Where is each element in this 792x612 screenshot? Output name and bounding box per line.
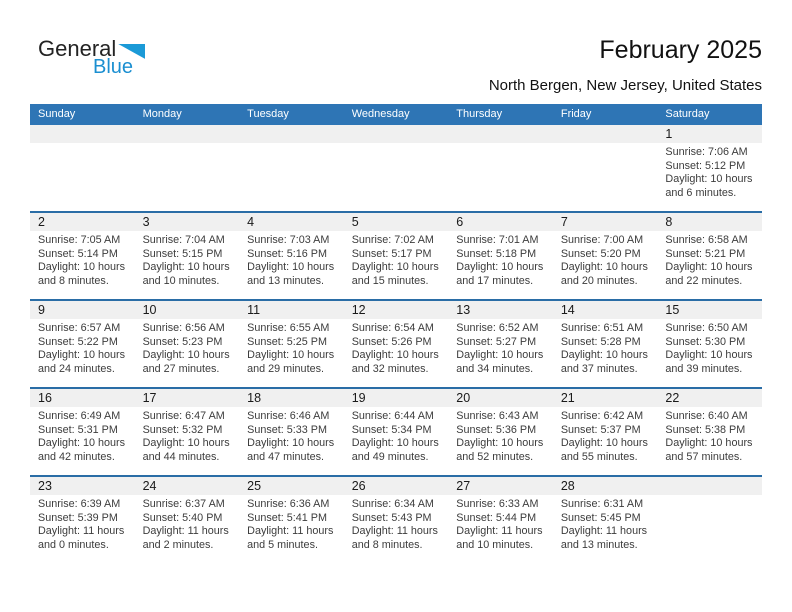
day-info-line: Daylight: 11 hours <box>456 525 543 538</box>
day-info-line: Daylight: 11 hours <box>142 525 229 538</box>
title-block <box>489 36 762 94</box>
day-cell <box>448 231 553 299</box>
calendar-week-row <box>30 475 762 563</box>
day-info-line: and 20 minutes. <box>560 274 638 287</box>
day-info-line: Daylight: 11 hours <box>38 525 125 538</box>
day-cell <box>239 407 344 475</box>
day-info-line: Sunset: 5:33 PM <box>247 423 327 436</box>
day-info-line: and 44 minutes. <box>142 450 220 463</box>
day-cell <box>657 407 762 475</box>
day-number <box>239 125 344 143</box>
day-cell <box>448 407 553 475</box>
day-cell <box>657 319 762 387</box>
day-info-line: and 47 minutes. <box>247 450 324 463</box>
day-info-line: Sunset: 5:12 PM <box>665 159 746 172</box>
day-number: 4 <box>247 215 255 229</box>
day-info-line: and 13 minutes. <box>560 538 638 551</box>
day-info-line: Sunset: 5:16 PM <box>247 247 327 260</box>
day-cell <box>448 319 553 387</box>
day-info-line: and 13 minutes. <box>247 274 324 287</box>
day-number: 11 <box>247 303 261 317</box>
day-cell <box>344 495 449 563</box>
day-info-line: Sunrise: 6:58 AM <box>665 234 748 246</box>
day-cell <box>553 407 658 475</box>
day-info-line: Sunset: 5:21 PM <box>665 247 746 260</box>
day-number: 18 <box>247 391 262 405</box>
day-info-line: and 5 minutes. <box>247 538 318 551</box>
day-cell <box>239 319 344 387</box>
day-info-line: Sunrise: 6:37 AM <box>142 498 225 510</box>
day-info-line: Sunset: 5:28 PM <box>560 335 641 348</box>
day-number: 12 <box>351 303 366 317</box>
day-info-line: Sunset: 5:32 PM <box>142 423 223 436</box>
day-cell <box>553 319 658 387</box>
day-number: 21 <box>560 391 575 405</box>
day-info-line: Sunset: 5:22 PM <box>38 335 118 348</box>
day-info-line: and 57 minutes. <box>665 450 743 463</box>
day-info-line: Sunset: 5:26 PM <box>351 335 432 348</box>
day-cell <box>344 319 449 387</box>
day-info-line: Sunrise: 6:42 AM <box>560 410 644 422</box>
day-info-line: Sunrise: 7:05 AM <box>38 234 121 246</box>
day-number: 24 <box>142 479 157 493</box>
day-number: 23 <box>38 479 52 493</box>
empty-day-cell <box>30 143 135 211</box>
day-number: 20 <box>456 391 471 405</box>
day-info-line: Sunset: 5:23 PM <box>142 335 223 348</box>
day-info-line: Daylight: 10 hours <box>560 261 648 274</box>
day-info-line: Sunrise: 6:55 AM <box>247 322 330 334</box>
day-number: 26 <box>351 479 366 493</box>
day-info-line: Sunrise: 6:34 AM <box>351 498 434 510</box>
day-info-line: Daylight: 10 hours <box>456 261 544 274</box>
day-number: 2 <box>38 215 45 229</box>
day-info-line: and 17 minutes. <box>456 274 534 287</box>
day-info-line: and 42 minutes. <box>38 450 115 463</box>
day-info-line: Sunrise: 6:50 AM <box>665 322 748 334</box>
day-number: 7 <box>560 215 568 229</box>
day-number: 19 <box>351 391 366 405</box>
day-info-line: Sunset: 5:14 PM <box>38 247 118 260</box>
empty-day-cell <box>553 143 658 211</box>
day-info-line: Daylight: 10 hours <box>665 437 753 450</box>
day-number: 17 <box>142 391 157 405</box>
day-number: 13 <box>456 303 471 317</box>
day-info-line: Sunset: 5:39 PM <box>38 511 118 524</box>
day-info-line: and 24 minutes. <box>38 362 115 375</box>
day-info-line: and 8 minutes. <box>351 538 423 551</box>
day-number: 8 <box>665 215 673 229</box>
day-info-line: Sunrise: 6:51 AM <box>560 322 644 334</box>
day-info-line: Daylight: 11 hours <box>351 525 438 538</box>
day-info-line: Sunrise: 6:44 AM <box>351 410 434 422</box>
day-info-line: Sunrise: 7:06 AM <box>665 146 748 158</box>
day-info-line: Daylight: 10 hours <box>351 261 439 274</box>
day-info-line: Sunrise: 6:36 AM <box>247 498 330 510</box>
day-number <box>448 125 553 143</box>
day-info-line: Daylight: 10 hours <box>560 349 648 362</box>
day-info-line: and 8 minutes. <box>38 274 109 287</box>
day-info-line: Sunset: 5:30 PM <box>665 335 746 348</box>
day-cell <box>135 407 240 475</box>
weekday-header-wednesday: Wednesday <box>351 108 410 120</box>
day-cell <box>135 495 240 563</box>
page-subtitle: North Bergen, New Jersey, United States <box>488 77 762 94</box>
day-cell <box>135 231 240 299</box>
day-info-line: Daylight: 10 hours <box>665 349 753 362</box>
day-info-line: Sunset: 5:41 PM <box>247 511 327 524</box>
page-title: February 2025 <box>599 36 762 64</box>
day-number: 16 <box>38 391 52 405</box>
weekday-header-tuesday: Tuesday <box>247 108 289 120</box>
day-info-line: and 22 minutes. <box>665 274 743 287</box>
weekday-header-row <box>30 104 762 125</box>
day-number: 14 <box>560 303 575 317</box>
day-info-line: Sunrise: 6:40 AM <box>665 410 748 422</box>
day-info-line: Sunset: 5:31 PM <box>38 423 118 436</box>
day-info-line: Sunrise: 6:43 AM <box>456 410 539 422</box>
day-info-line: Sunrise: 7:01 AM <box>456 234 539 246</box>
day-number <box>657 477 762 495</box>
day-info-line: Daylight: 11 hours <box>247 525 334 538</box>
day-info-line: and 34 minutes. <box>456 362 534 375</box>
day-info-line: and 49 minutes. <box>351 450 429 463</box>
empty-day-cell <box>657 495 762 563</box>
logo-text-blue: Blue <box>93 56 134 78</box>
day-info-line: Daylight: 10 hours <box>665 173 753 186</box>
day-info-line: Sunrise: 6:33 AM <box>456 498 539 510</box>
weekday-header-sunday: Sunday <box>38 108 76 120</box>
day-number <box>30 125 135 143</box>
day-info-line: Sunrise: 6:47 AM <box>142 410 225 422</box>
day-info-line: and 15 minutes. <box>351 274 429 287</box>
day-info-line: and 32 minutes. <box>351 362 429 375</box>
day-cell <box>344 231 449 299</box>
day-info-line: and 52 minutes. <box>456 450 534 463</box>
day-info-line: Sunset: 5:25 PM <box>247 335 327 348</box>
day-info-line: Daylight: 10 hours <box>456 437 544 450</box>
day-info-line: Sunset: 5:40 PM <box>142 511 223 524</box>
day-info-line: Sunrise: 7:02 AM <box>351 234 434 246</box>
day-number: 9 <box>38 303 45 317</box>
day-info-line: and 2 minutes. <box>142 538 214 551</box>
day-info-line: Daylight: 10 hours <box>38 349 126 362</box>
day-number: 25 <box>247 479 262 493</box>
empty-day-cell <box>448 143 553 211</box>
day-info-line: Sunrise: 7:00 AM <box>560 234 644 246</box>
day-info-line: Daylight: 10 hours <box>351 349 439 362</box>
day-cell <box>30 231 135 299</box>
weekday-header-monday: Monday <box>142 108 182 120</box>
day-info-line: Sunset: 5:17 PM <box>351 247 432 260</box>
day-info-line: Daylight: 10 hours <box>351 437 439 450</box>
empty-day-cell <box>239 143 344 211</box>
day-info-line: Sunrise: 6:57 AM <box>38 322 121 334</box>
empty-day-cell <box>135 143 240 211</box>
day-info-line: Sunrise: 7:04 AM <box>142 234 225 246</box>
day-number: 1 <box>665 127 673 141</box>
weekday-header-thursday: Thursday <box>456 108 503 120</box>
day-info-line: Sunset: 5:20 PM <box>560 247 641 260</box>
day-info-line: Sunset: 5:15 PM <box>142 247 223 260</box>
day-cell <box>657 231 762 299</box>
day-info-line: Sunset: 5:38 PM <box>665 423 746 436</box>
day-number: 27 <box>456 479 471 493</box>
day-info-line: Sunset: 5:43 PM <box>351 511 432 524</box>
day-number: 3 <box>142 215 150 229</box>
day-info-line: Sunrise: 6:56 AM <box>142 322 225 334</box>
day-number: 15 <box>665 303 680 317</box>
day-info-line: Daylight: 10 hours <box>142 261 230 274</box>
day-number: 22 <box>665 391 680 405</box>
weekday-header-friday: Friday <box>560 108 592 120</box>
day-cell <box>135 319 240 387</box>
logo-text-general: General <box>38 36 117 61</box>
day-number: 28 <box>560 479 575 493</box>
day-info-line: Sunrise: 6:54 AM <box>351 322 434 334</box>
day-cell <box>344 407 449 475</box>
day-info-line: Daylight: 10 hours <box>142 349 230 362</box>
day-info-line: Daylight: 10 hours <box>560 437 648 450</box>
day-info-line: and 37 minutes. <box>560 362 638 375</box>
day-info-line: and 6 minutes. <box>665 186 737 199</box>
day-info-line: Sunrise: 6:39 AM <box>38 498 121 510</box>
day-info-line: Daylight: 10 hours <box>142 437 230 450</box>
day-info-line: Sunset: 5:37 PM <box>560 423 641 436</box>
day-cell <box>448 495 553 563</box>
calendar-week-row <box>30 125 762 211</box>
calendar-grid <box>30 104 762 563</box>
day-info-line: and 55 minutes. <box>560 450 638 463</box>
day-number <box>553 125 658 143</box>
day-number: 5 <box>351 215 359 229</box>
day-info-line: Daylight: 10 hours <box>247 437 335 450</box>
calendar-week-row <box>30 387 762 475</box>
day-cell <box>239 495 344 563</box>
day-info-line: Sunrise: 6:49 AM <box>38 410 121 422</box>
day-info-line: Daylight: 10 hours <box>247 261 335 274</box>
day-cell <box>30 407 135 475</box>
calendar-weeks <box>30 125 762 563</box>
day-cell <box>30 495 135 563</box>
day-cell <box>239 231 344 299</box>
day-number: 6 <box>456 215 464 229</box>
day-info-line: Sunset: 5:34 PM <box>351 423 432 436</box>
day-info-line: Sunset: 5:44 PM <box>456 511 537 524</box>
day-info-line: Sunrise: 6:52 AM <box>456 322 539 334</box>
day-info-line: Sunset: 5:27 PM <box>456 335 537 348</box>
empty-day-cell <box>344 143 449 211</box>
day-number <box>135 125 240 143</box>
day-info-line: and 0 minutes. <box>38 538 109 551</box>
day-info-line: Sunset: 5:45 PM <box>560 511 641 524</box>
day-info-line: and 10 minutes. <box>142 274 220 287</box>
day-cell <box>657 143 762 211</box>
day-cell <box>553 231 658 299</box>
day-info-line: Sunset: 5:36 PM <box>456 423 537 436</box>
calendar-week-row <box>30 211 762 299</box>
day-info-line: Sunrise: 7:03 AM <box>247 234 330 246</box>
day-info-line: and 27 minutes. <box>142 362 220 375</box>
calendar-week-row <box>30 299 762 387</box>
day-info-line: Daylight: 10 hours <box>247 349 335 362</box>
day-info-line: and 29 minutes. <box>247 362 324 375</box>
weekday-header-saturday: Saturday <box>665 108 710 120</box>
day-info-line: Sunrise: 6:46 AM <box>247 410 330 422</box>
day-info-line: and 10 minutes. <box>456 538 534 551</box>
general-blue-logo <box>38 38 145 77</box>
day-info-line: Daylight: 10 hours <box>665 261 753 274</box>
day-number <box>344 125 449 143</box>
day-number: 10 <box>142 303 157 317</box>
day-cell <box>553 495 658 563</box>
day-info-line: Sunrise: 6:31 AM <box>560 498 644 510</box>
day-info-line: Daylight: 10 hours <box>38 261 126 274</box>
day-info-line: Daylight: 10 hours <box>38 437 126 450</box>
day-info-line: Sunset: 5:18 PM <box>456 247 537 260</box>
day-cell <box>30 319 135 387</box>
day-info-line: and 39 minutes. <box>665 362 743 375</box>
day-info-line: Daylight: 10 hours <box>456 349 544 362</box>
day-info-line: Daylight: 11 hours <box>560 525 648 538</box>
